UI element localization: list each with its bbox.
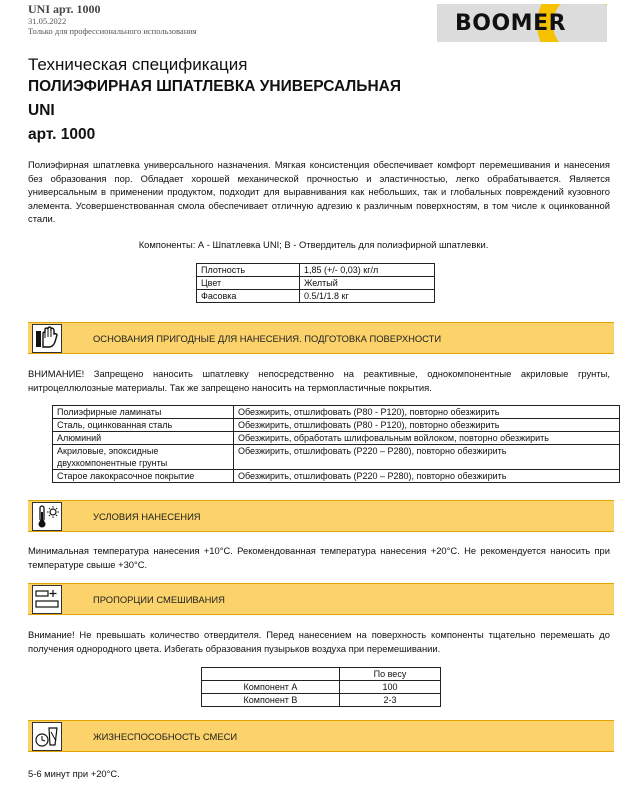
pot-life-icon — [32, 722, 62, 751]
surface-cell: Акриловые, эпоксидные двухкомпонентные грунты — [53, 445, 234, 470]
title-article: арт. 1000 — [28, 126, 96, 143]
table-row — [53, 470, 620, 483]
section-surfaces-header — [28, 322, 614, 354]
property-value: 1,85 (+/- 0,03) кг/л — [300, 264, 435, 277]
table-row — [202, 681, 441, 694]
section-mixing-header — [28, 583, 614, 615]
logo-text: BOOMER — [455, 11, 567, 36]
prep-cell: Обезжирить, отшлифовать (P80 - P120), повторно обезжирить — [234, 406, 620, 419]
mixing-text: Внимание! Не превышать количество отвердителя. Перед нанесением на поверхность компоненты тщательно перемешать до получения однородного цвета. Избегать образования пузырьков воздуха при перемешивании. — [28, 629, 610, 654]
product-code: UNI арт. 1000 — [28, 2, 101, 16]
prep-cell: Обезжирить, отшлифовать (P220 – P280), повторно обезжирить — [234, 445, 620, 470]
mix-header-empty — [202, 668, 340, 681]
table-row — [197, 290, 435, 303]
property-name: Цвет — [197, 277, 300, 290]
title-product: ПОЛИЭФИРНАЯ ШПАТЛЕВКА УНИВЕРСАЛЬНАЯ — [28, 78, 401, 95]
thermometer-icon — [32, 502, 62, 531]
surface-prep-table — [52, 405, 620, 483]
prep-cell: Обезжирить, обработать шлифовальным войлоком, повторно обезжирить — [234, 432, 620, 445]
document-titles — [28, 54, 401, 147]
title-series: UNI — [28, 102, 55, 119]
surface-cell: Сталь, оцинкованная сталь — [53, 419, 234, 432]
component-ratio: 100 — [340, 681, 441, 694]
section-title: УСЛОВИЯ НАНЕСЕНИЯ — [93, 511, 201, 522]
table-row — [202, 668, 441, 681]
table-row — [53, 432, 620, 445]
mixing-ratio-table — [201, 667, 441, 707]
document-header — [28, 3, 388, 36]
surfaces-warning: ВНИМАНИЕ! Запрещено наносить шпатлевку непосредственно на реактивные, однокомпонентные акриловые грунты, нитроцеллюлозные материалы. Так же запрещено наносить на термопластичные покрытия. — [28, 368, 610, 393]
prep-cell: Обезжирить, отшлифовать (P80 - P120), повторно обезжирить — [234, 419, 620, 432]
table-row — [53, 419, 620, 432]
property-name: Фасовка — [197, 290, 300, 303]
mix-header-weight: По весу — [340, 668, 441, 681]
properties-table — [196, 263, 435, 303]
component-name: Компонент А — [202, 681, 340, 694]
table-row — [197, 277, 435, 290]
section-potlife-header — [28, 720, 614, 752]
hand-protection-icon — [32, 324, 62, 353]
surface-cell: Полиэфирные ламинаты — [53, 406, 234, 419]
surface-cell: Старое лакокрасочное покрытие — [53, 470, 234, 483]
table-row — [197, 264, 435, 277]
property-value: 0.5/1/1.8 кг — [300, 290, 435, 303]
section-title: ОСНОВАНИЯ ПРИГОДНЫЕ ДЛЯ НАНЕСЕНИЯ. ПОДГОТОВКА ПОВЕРХНОСТИ — [93, 333, 442, 344]
component-name: Компонент В — [202, 694, 340, 707]
intro-paragraph: Полиэфирная шпатлевка универсального назначения. Мягкая консистенция обеспечивает комфорт перемешивания и нанесения без образования пор. Обладает хорошей механической прочностью и эластичностью, легко обрабатывается. Является универсальным в применении продуктом, подходит для выравнивания как небольших, так и глобальных повреждений кузовного элемента. Усовершенствованная смола обеспечивает отличную адгезию к различным поверхностям, в том числе к оцинкованной стали. — [28, 159, 610, 224]
table-row — [53, 445, 620, 470]
component-ratio: 2-3 — [340, 694, 441, 707]
potlife-text: 5-6 минут при +20°С. — [28, 768, 120, 779]
section-conditions-header — [28, 500, 614, 532]
brand-logo — [437, 4, 607, 42]
usage-note: Только для профессионального использования — [28, 26, 197, 36]
property-name: Плотность — [197, 264, 300, 277]
prep-cell: Обезжирить, отшлифовать (P220 – P280), повторно обезжирить — [234, 470, 620, 483]
table-row — [53, 406, 620, 419]
mixing-ratio-icon — [32, 585, 62, 614]
section-title: ЖИЗНЕСПОСОБНОСТЬ СМЕСИ — [93, 731, 238, 742]
table-row — [202, 694, 441, 707]
document-date: 31.05.2022 — [28, 16, 67, 26]
section-title: ПРОПОРЦИИ СМЕШИВАНИЯ — [93, 594, 225, 605]
components-line: Компоненты: А - Шпатлевка UNI; В - Отвердитель для полиэфирной шпатлевки. — [138, 239, 489, 250]
conditions-text: Минимальная температура нанесения +10°С. Рекомендованная температура нанесения +20°С. Не рекомендуется наносить при температуре свыше +30°С. — [28, 545, 610, 570]
property-value: Желтый — [300, 277, 435, 290]
title-spec: Техническая спецификация — [28, 55, 248, 74]
surface-cell: Алюминий — [53, 432, 234, 445]
